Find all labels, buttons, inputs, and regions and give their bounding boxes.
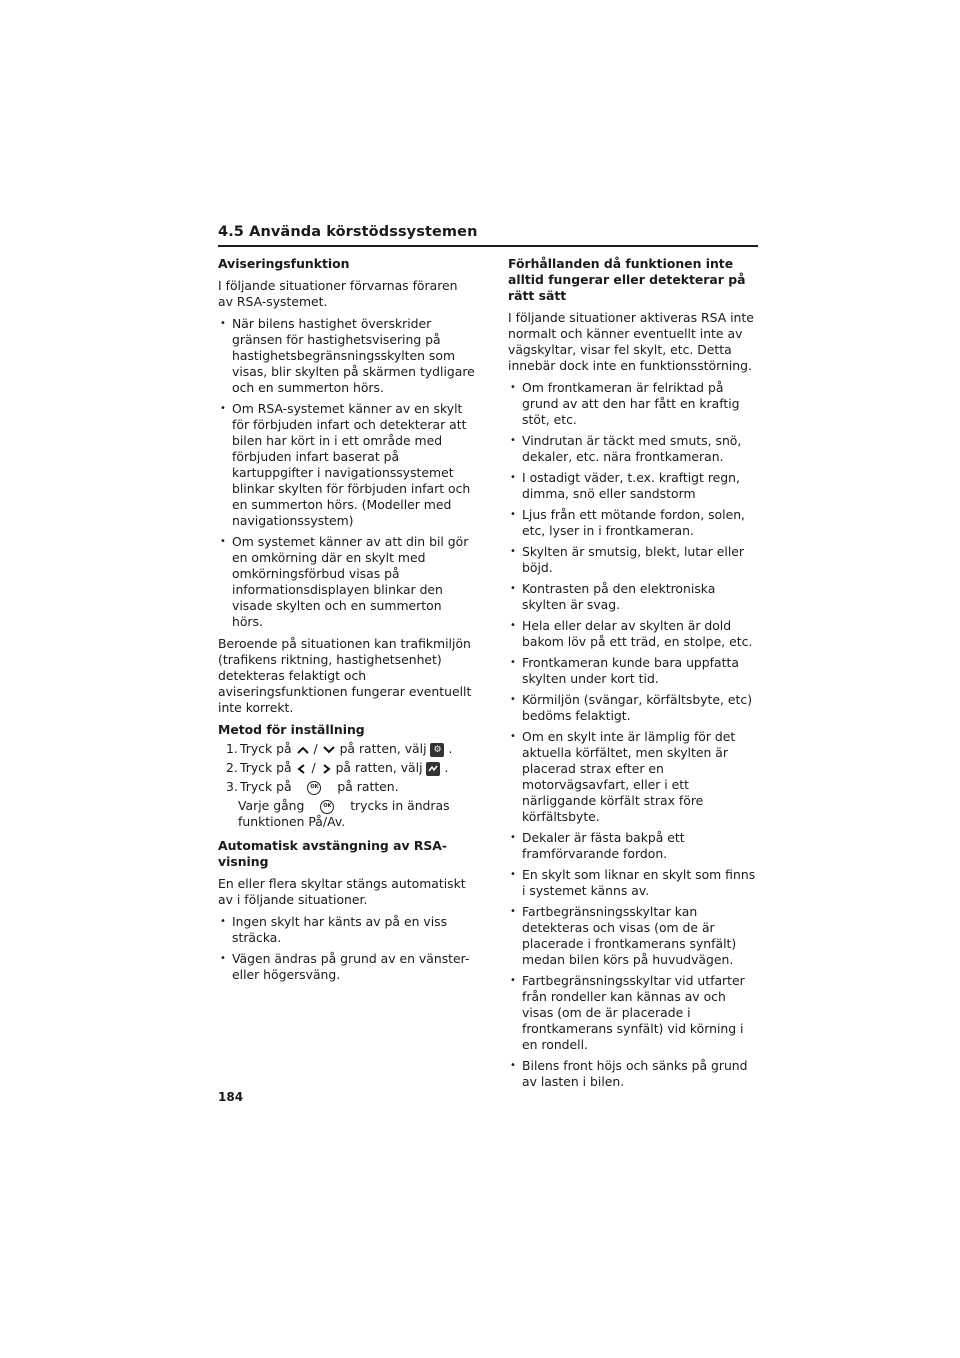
slash: /	[311, 760, 316, 775]
paragraph-avisering-intro: I följande situationer förvarnas föraren av RSA-systemet.	[218, 278, 458, 309]
step-2	[218, 760, 476, 776]
step-number: 3.	[226, 779, 238, 794]
rsa-sign-icon	[426, 762, 440, 776]
list-item: • Skylten är smutsig, blekt, lutar eller böjd.	[508, 544, 760, 576]
list-item: • I ostadigt väder, t.ex. kraftigt regn, dimma, snö eller sandstorm	[508, 470, 760, 502]
step-1	[218, 741, 476, 757]
list-item: • Ingen skylt har känts av på en viss sträcka.	[218, 914, 476, 946]
step-note	[218, 798, 476, 830]
list-item: • Kontrasten på den elektroniska skylten är svag.	[508, 581, 760, 613]
left-column	[218, 256, 476, 989]
list-item: • Om systemet känner av att din bil gör en omkörning där en skylt med omkörningsförbud visas på informationsdisplayen blinkar den visade skylten och en summerton hörs.	[218, 534, 476, 630]
paragraph-forhallanden-intro: I följande situationer aktiveras RSA inte normalt och känner eventuellt inte av vägskyltar, visar fel skylt, etc. Detta innebär dock inte en funktionsstörning.	[508, 310, 754, 373]
step-note-text: Varje gång	[238, 798, 305, 813]
section-title: 4.5 Använda körstödssystemen	[218, 224, 478, 240]
bullet-list-forhallanden	[508, 380, 760, 1090]
list-item: • Bilens front höjs och sänks på grund av lasten i bilen.	[508, 1058, 760, 1090]
step-number: 1.	[226, 741, 238, 756]
right-column	[508, 256, 760, 1096]
list-item: • Hela eller delar av skylten är dold bakom löv på ett träd, en stolpe, etc.	[508, 618, 760, 650]
paragraph-automatisk: En eller flera skyltar stängs automatiskt av i följande situationer.	[218, 876, 466, 907]
list-item: • Ljus från ett mötande fordon, solen, etc, lyser in i frontkameran.	[508, 507, 760, 539]
step-3	[218, 779, 476, 795]
page-number: 184	[218, 1090, 244, 1104]
list-item: • När bilens hastighet överskrider gränsen för hastighetsvisering på hastighetsbegränsningsskylten som visas, blir skylten på skärmen tydligare och en summerton hörs.	[218, 316, 476, 396]
step-text: på ratten, välj	[335, 760, 423, 775]
list-item: • Dekaler är fästa bakpå ett framförvarande fordon.	[508, 830, 760, 862]
list-item: • Körmiljön (svängar, körfältsbyte, etc) bedöms felaktigt.	[508, 692, 760, 724]
step-text: .	[444, 760, 449, 775]
step-text: Tryck på	[240, 760, 292, 775]
step-text: Tryck på	[240, 741, 292, 756]
paragraph-beroende: Beroende på situationen kan trafikmiljön (trafikens riktning, hastighetsenhet) detekteras felaktigt och aviseringsfunktionen fungerar eventuellt inte korrekt.	[218, 636, 472, 715]
list-item: • Om RSA-systemet känner av en skylt för förbjuden infart och detekterar att bilen har kört in i ett område med förbjuden infart baserat på kartuppgifter i navigationssystemet blinkar skylten för förbjuden infart och en summerton hörs. (Modeller med navigationssystem)	[218, 401, 476, 529]
chevron-up-icon	[296, 745, 310, 755]
list-item: • Fartbegränsningsskyltar vid utfarter från rondeller kan kännas av och visas (om de är placerade i frontkamerans synfält) vid körning i en rondell.	[508, 973, 760, 1053]
bullet-list-avisering	[218, 316, 476, 630]
list-item: • Vindrutan är täckt med smuts, snö, dekaler, etc. nära frontkameran.	[508, 433, 760, 465]
heading-aviseringsfunktion: Aviseringsfunktion	[218, 256, 350, 271]
step-note-text: trycks in ändras funktionen På/Av.	[238, 798, 450, 829]
ok-button-icon: OK	[320, 800, 334, 814]
list-item: • En skylt som liknar en skylt som finns i systemet känns av.	[508, 867, 760, 899]
list-item: • Frontkameran kunde bara uppfatta skylten under kort tid.	[508, 655, 760, 687]
list-item: • Fartbegränsningsskyltar kan detekteras och visas (om de är placerade i frontkamerans synfält) medan bilen körs på huvudvägen.	[508, 904, 760, 968]
step-text: Tryck på	[240, 779, 292, 794]
ok-button-icon: OK	[307, 781, 321, 795]
heading-automatisk-avstangning: Automatisk avstängning av RSA-visning	[218, 838, 448, 869]
chevron-right-icon	[320, 763, 332, 775]
header-rule	[218, 245, 758, 247]
step-number: 2.	[226, 760, 238, 775]
section-header	[218, 224, 758, 247]
chevron-left-icon	[296, 763, 308, 775]
chevron-down-icon	[322, 745, 336, 755]
heading-forhallanden: Förhållanden då funktionen inte alltid fungerar eller detekterar på rätt sätt	[508, 256, 746, 303]
list-item: • Om frontkameran är felriktad på grund av att den har fått en kraftig stöt, etc.	[508, 380, 760, 428]
settings-menu-icon: ⚙	[430, 743, 444, 757]
list-item: • Om en skylt inte är lämplig för det aktuella körfältet, men skylten är placerad strax efter en motorvägsavfart, eller i ett närliggande körfält strax före körfältsbyte.	[508, 729, 760, 825]
step-text: på ratten, välj	[339, 741, 427, 756]
slash: /	[313, 741, 318, 756]
list-item: • Vägen ändras på grund av en vänster- eller högersväng.	[218, 951, 476, 983]
bullet-list-automatisk	[218, 914, 476, 983]
step-text: på ratten.	[337, 779, 399, 794]
step-text: .	[448, 741, 453, 756]
heading-metod: Metod för inställning	[218, 722, 365, 737]
